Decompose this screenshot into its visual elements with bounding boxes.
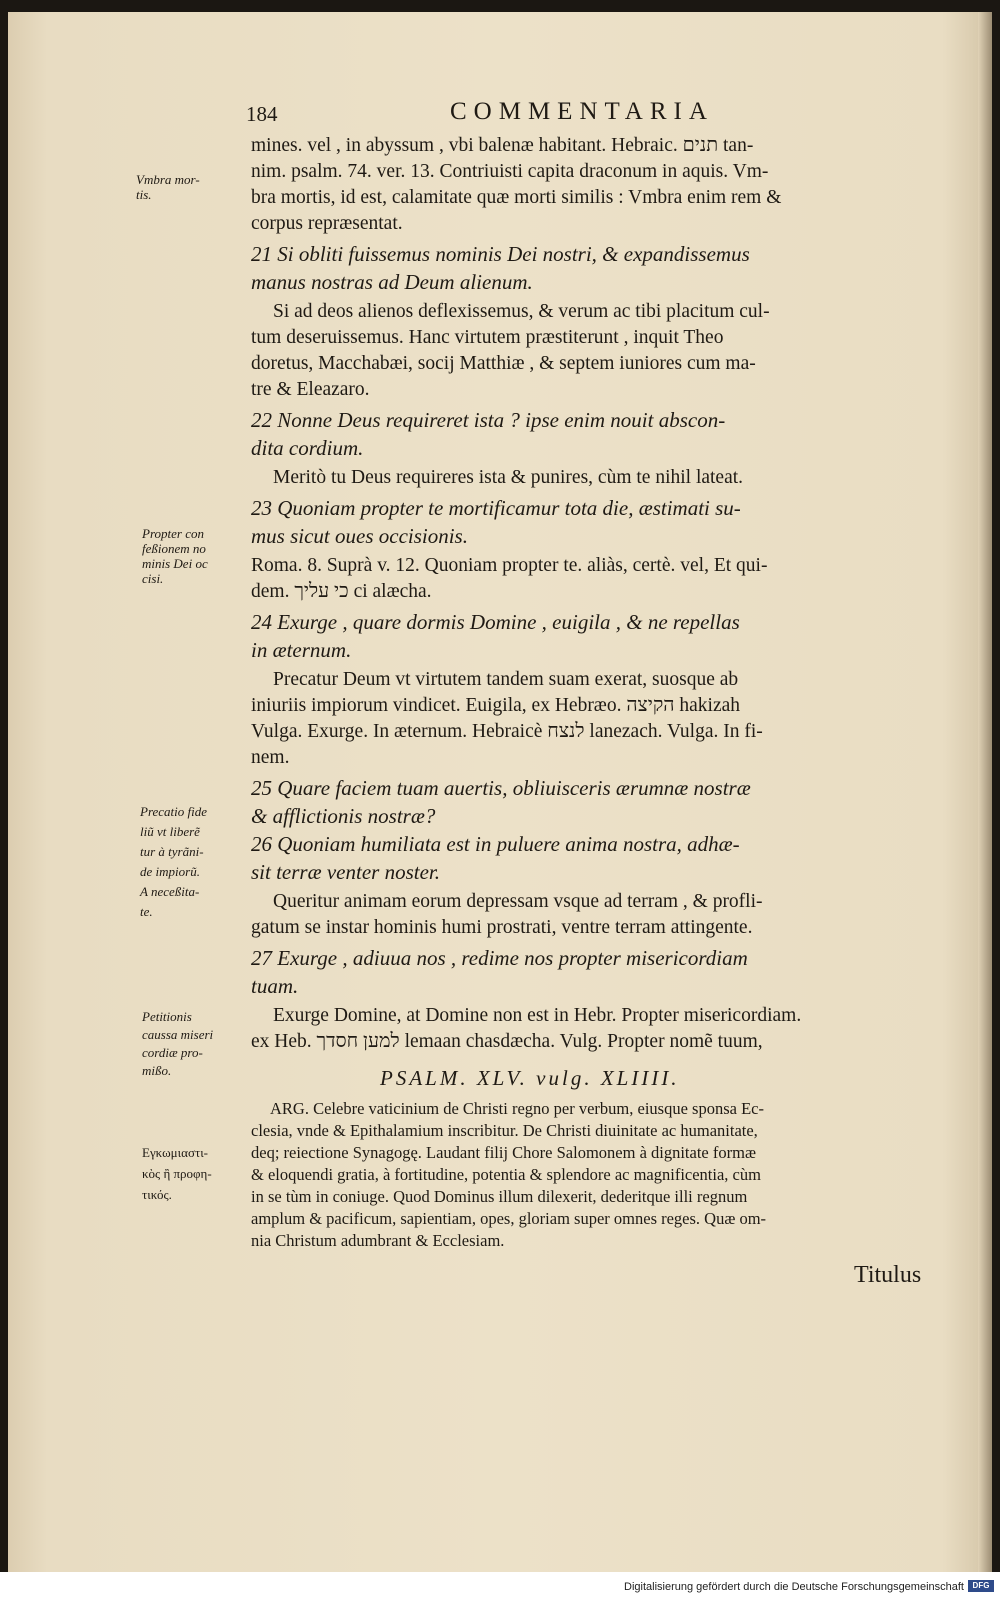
margin-note-line: minis Dei oc: [142, 556, 208, 571]
page-edge-shadow: [978, 12, 992, 1572]
margin-note-line: Propter con: [142, 526, 204, 541]
text-line: tum deseruissemus. Hanc virtutem præstiterunt , inquit Theo: [251, 327, 724, 348]
text-line: Precatur Deum vt virtutem tandem suam exerat, suosque ab: [273, 669, 739, 690]
margin-note-line: feßionem no: [142, 541, 206, 556]
verse-line: sit terræ venter noster.: [251, 860, 440, 884]
text-line: gatum se instar hominis humi prostrati, ventre terram attingente.: [251, 917, 753, 938]
argument-line: amplum & pacificum, sapientiam, opes, gloriam super omnes reges. Quæ om-: [251, 1209, 767, 1228]
footer-credit: Digitalisierung gefördert durch die Deutsche Forschungsgemeinschaft: [624, 1581, 964, 1593]
text-line: Vulga. Exurge. In æternum. Hebraicè לנצח lanezach. Vulga. In fi-: [251, 721, 763, 742]
text-line: doretus, Macchabæi, socij Matthiæ , & septem iuniores cum ma-: [251, 353, 756, 374]
verse-line: mus sicut oues occisionis.: [251, 524, 468, 548]
margin-note-line: caussa miseri: [142, 1027, 214, 1042]
dfg-logo: DFG: [968, 1580, 994, 1592]
text-line: Exurge Domine, at Domine non est in Hebr. Propter misericordiam.: [273, 1005, 802, 1026]
margin-note-line: tur à tyrãni-: [140, 844, 204, 859]
margin-note-line: liũ vt liberẽ: [140, 824, 200, 839]
margin-note: [140, 802, 207, 922]
verse-line: manus nostras ad Deum alienum.: [251, 270, 533, 294]
text-line: ex Heb. למען חסדך lemaan chasdæcha. Vulg. Propter nomẽ tuum,: [251, 1031, 763, 1052]
argument-line: nia Christum adumbrant & Ecclesiam.: [251, 1231, 505, 1250]
verse-line: 25 Quare faciem tuam auertis, obliuisceris ærumnæ nostræ: [251, 776, 751, 800]
book-page: [8, 12, 992, 1572]
page-number: 184: [246, 102, 278, 126]
margin-note-line: τικός.: [142, 1187, 172, 1202]
verse-line: in æternum.: [251, 638, 352, 662]
verse-line: 21 Si obliti fuissemus nominis Dei nostri, & expandissemus: [251, 242, 750, 266]
verse-line: 24 Exurge , quare dormis Domine , euigila , & ne repellas: [251, 610, 740, 634]
margin-note-line: Precatio fide: [140, 804, 208, 819]
verse-line: 22 Nonne Deus requireret ista ? ipse enim nouit abscon-: [251, 408, 726, 432]
margin-note: [142, 1142, 212, 1205]
margin-note-line: de impiorũ.: [140, 864, 200, 879]
margin-note: [136, 172, 200, 202]
text-line: Si ad deos alienos deflexissemus, & verum ac tibi placitum cul-: [273, 301, 770, 322]
verse-line: tuam.: [251, 974, 299, 998]
margin-note: [142, 526, 208, 586]
catchword: Titulus: [854, 1262, 922, 1288]
verse-line: & afflictionis nostræ?: [251, 804, 436, 828]
margin-note-line: cisi.: [142, 571, 164, 586]
margin-note-line: Εγκωμιαστι-: [142, 1145, 209, 1160]
verse-line: 26 Quoniam humiliata est in puluere anima nostra, adhæ-: [251, 832, 740, 856]
margin-note-line: A neceßita-: [140, 884, 200, 899]
argument-line: deq; reiectione Synagogę. Laudant filij Chore Salomonem à dignitate formæ: [251, 1143, 756, 1162]
margin-note-line: cordiæ pro-: [142, 1045, 203, 1060]
text-line: dem. כי עליך ci alæcha.: [251, 581, 432, 602]
text-line: tre & Eleazaro.: [251, 379, 370, 400]
verse-line: 23 Quoniam propter te mortificamur tota die, æstimati su-: [251, 496, 741, 520]
argument-line: ARG. Celebre vaticinium de Christi regno per verbum, eiusque sponsa Ec-: [270, 1099, 764, 1118]
margin-note-line: mißo.: [142, 1063, 172, 1078]
margin-note-line: te.: [140, 904, 153, 919]
argument-line: & eloquendi gratia, à fortitudine, potentia & splendore ac magnificentia, cùm: [251, 1165, 761, 1184]
text-line: nem.: [251, 747, 290, 768]
margin-note-line: tis.: [136, 187, 152, 202]
margin-note-line: κὸς ἢ προφη-: [142, 1166, 212, 1181]
text-line: Roma. 8. Suprà v. 12. Quoniam propter te. aliàs, certè. vel, Et qui-: [251, 555, 768, 576]
margin-note-line: Petitionis: [142, 1009, 192, 1024]
text-line: corpus repræsentat.: [251, 213, 403, 234]
psalm-heading: PSALM. XLV. vulg. XLIIII.: [380, 1066, 680, 1090]
text-line: mines. vel , in abyssum , vbi balenæ habitant. Hebraic. תנים tan-: [251, 135, 754, 156]
verse-line: dita cordium.: [251, 436, 364, 460]
text-line: bra mortis, id est, calamitate quæ morti similis : Vmbra enim rem &: [251, 187, 782, 208]
digitization-footer: [0, 1572, 1000, 1601]
text-line: iniuriis impiorum vindicet. Euigila, ex Hebræo. הקיצה hakizah: [251, 695, 741, 716]
margin-note: [142, 1008, 213, 1080]
text-line: Queritur animam eorum depressam vsque ad terram , & profli-: [273, 891, 763, 912]
running-title: COMMENTARIA: [450, 98, 714, 125]
text-line: Meritò tu Deus requireres ista & punires, cùm te nihil lateat.: [273, 467, 744, 488]
text-line: nim. psalm. 74. ver. 13. Contriuisti capita draconum in aquis. Vm-: [251, 161, 769, 182]
argument-line: clesia, vnde & Epithalamium inscribitur. De Christi diuinitate ac humanitate,: [251, 1121, 758, 1140]
argument-line: in se tùm in coniuge. Quod Dominus illum dilexerit, dederitque illi regnum: [251, 1187, 748, 1206]
margin-note-line: Vmbra mor-: [136, 172, 200, 187]
verse-line: 27 Exurge , adiuua nos , redime nos propter misericordiam: [251, 946, 748, 970]
